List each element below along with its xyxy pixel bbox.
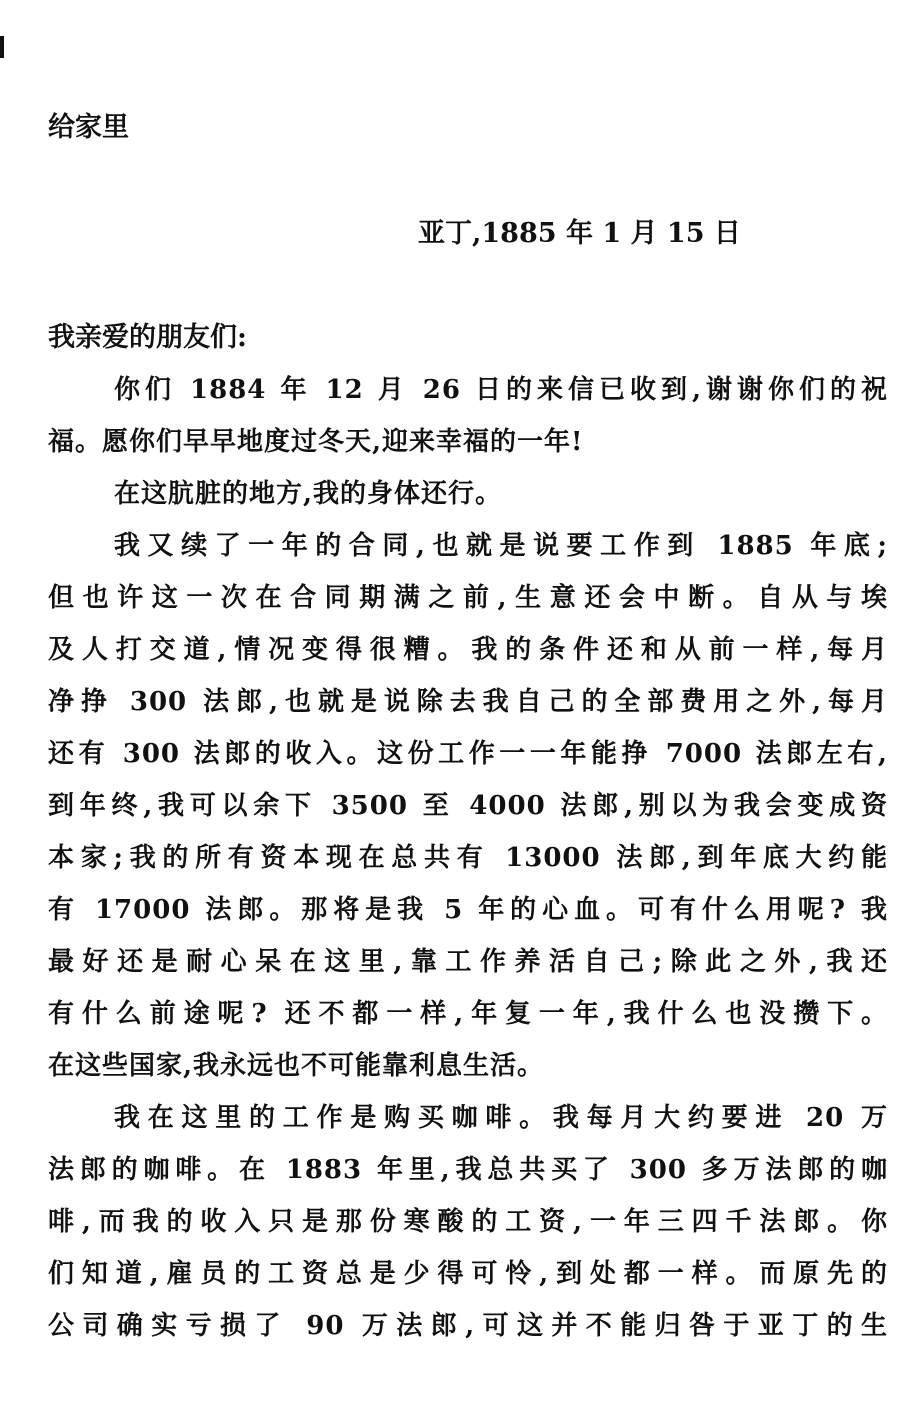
body-line-3: 在这肮脏的地方,我的身体还行。 <box>114 479 503 509</box>
body-line-14: 在这些国家,我永远也不可能靠利息生活。 <box>48 1051 545 1081</box>
body-line-17: 啡,而我的收入只是那份寒酸的工资,一年三四千法郎。你 <box>48 1207 888 1237</box>
body-line-11: 有 17000 法郎。那将是我 5 年的心血。可有什么用呢? 我 <box>48 895 888 925</box>
letter-dateline: 亚丁,1885 年 1 月 15 日 <box>418 218 741 249</box>
body-line-13: 有什么前途呢? 还不都一样,年复一年,我什么也没攒下。 <box>48 999 888 1029</box>
scan-edge-mark <box>0 36 4 58</box>
body-line-1: 你们 1884 年 12 月 26 日的来信已收到,谢谢你们的祝 <box>114 375 888 405</box>
letter-heading: 给家里 <box>48 112 129 143</box>
body-line-15: 我在这里的工作是购买咖啡。我每月大约要进 20 万 <box>114 1103 888 1133</box>
body-line-2: 福。愿你们早早地度过冬天,迎来幸福的一年! <box>48 427 584 457</box>
body-line-10: 本家;我的所有资本现在总共有 13000 法郎,到年底大约能 <box>48 843 888 873</box>
body-line-19: 公司确实亏损了 90 万法郎,可这并不能归咎于亚丁的生 <box>48 1311 888 1341</box>
letter-salutation: 我亲爱的朋友们: <box>48 322 247 353</box>
body-line-12: 最好还是耐心呆在这里,靠工作养活自己;除此之外,我还 <box>48 947 888 977</box>
body-line-16: 法郎的咖啡。在 1883 年里,我总共买了 300 多万法郎的咖 <box>48 1155 888 1185</box>
body-line-6: 及人打交道,情况变得很糟。我的条件还和从前一样,每月 <box>48 635 888 665</box>
body-line-4: 我又续了一年的合同,也就是说要工作到 1885 年底; <box>114 531 888 561</box>
body-line-5: 但也许这一次在合同期满之前,生意还会中断。自从与埃 <box>48 583 888 613</box>
body-line-8: 还有 300 法郎的收入。这份工作一一年能挣 7000 法郎左右, <box>48 739 888 769</box>
body-line-9: 到年终,我可以余下 3500 至 4000 法郎,别以为我会变成资 <box>48 791 888 821</box>
body-line-18: 们知道,雇员的工资总是少得可怜,到处都一样。而原先的 <box>48 1259 888 1289</box>
body-line-7: 净挣 300 法郎,也就是说除去我自己的全部费用之外,每月 <box>48 687 888 717</box>
